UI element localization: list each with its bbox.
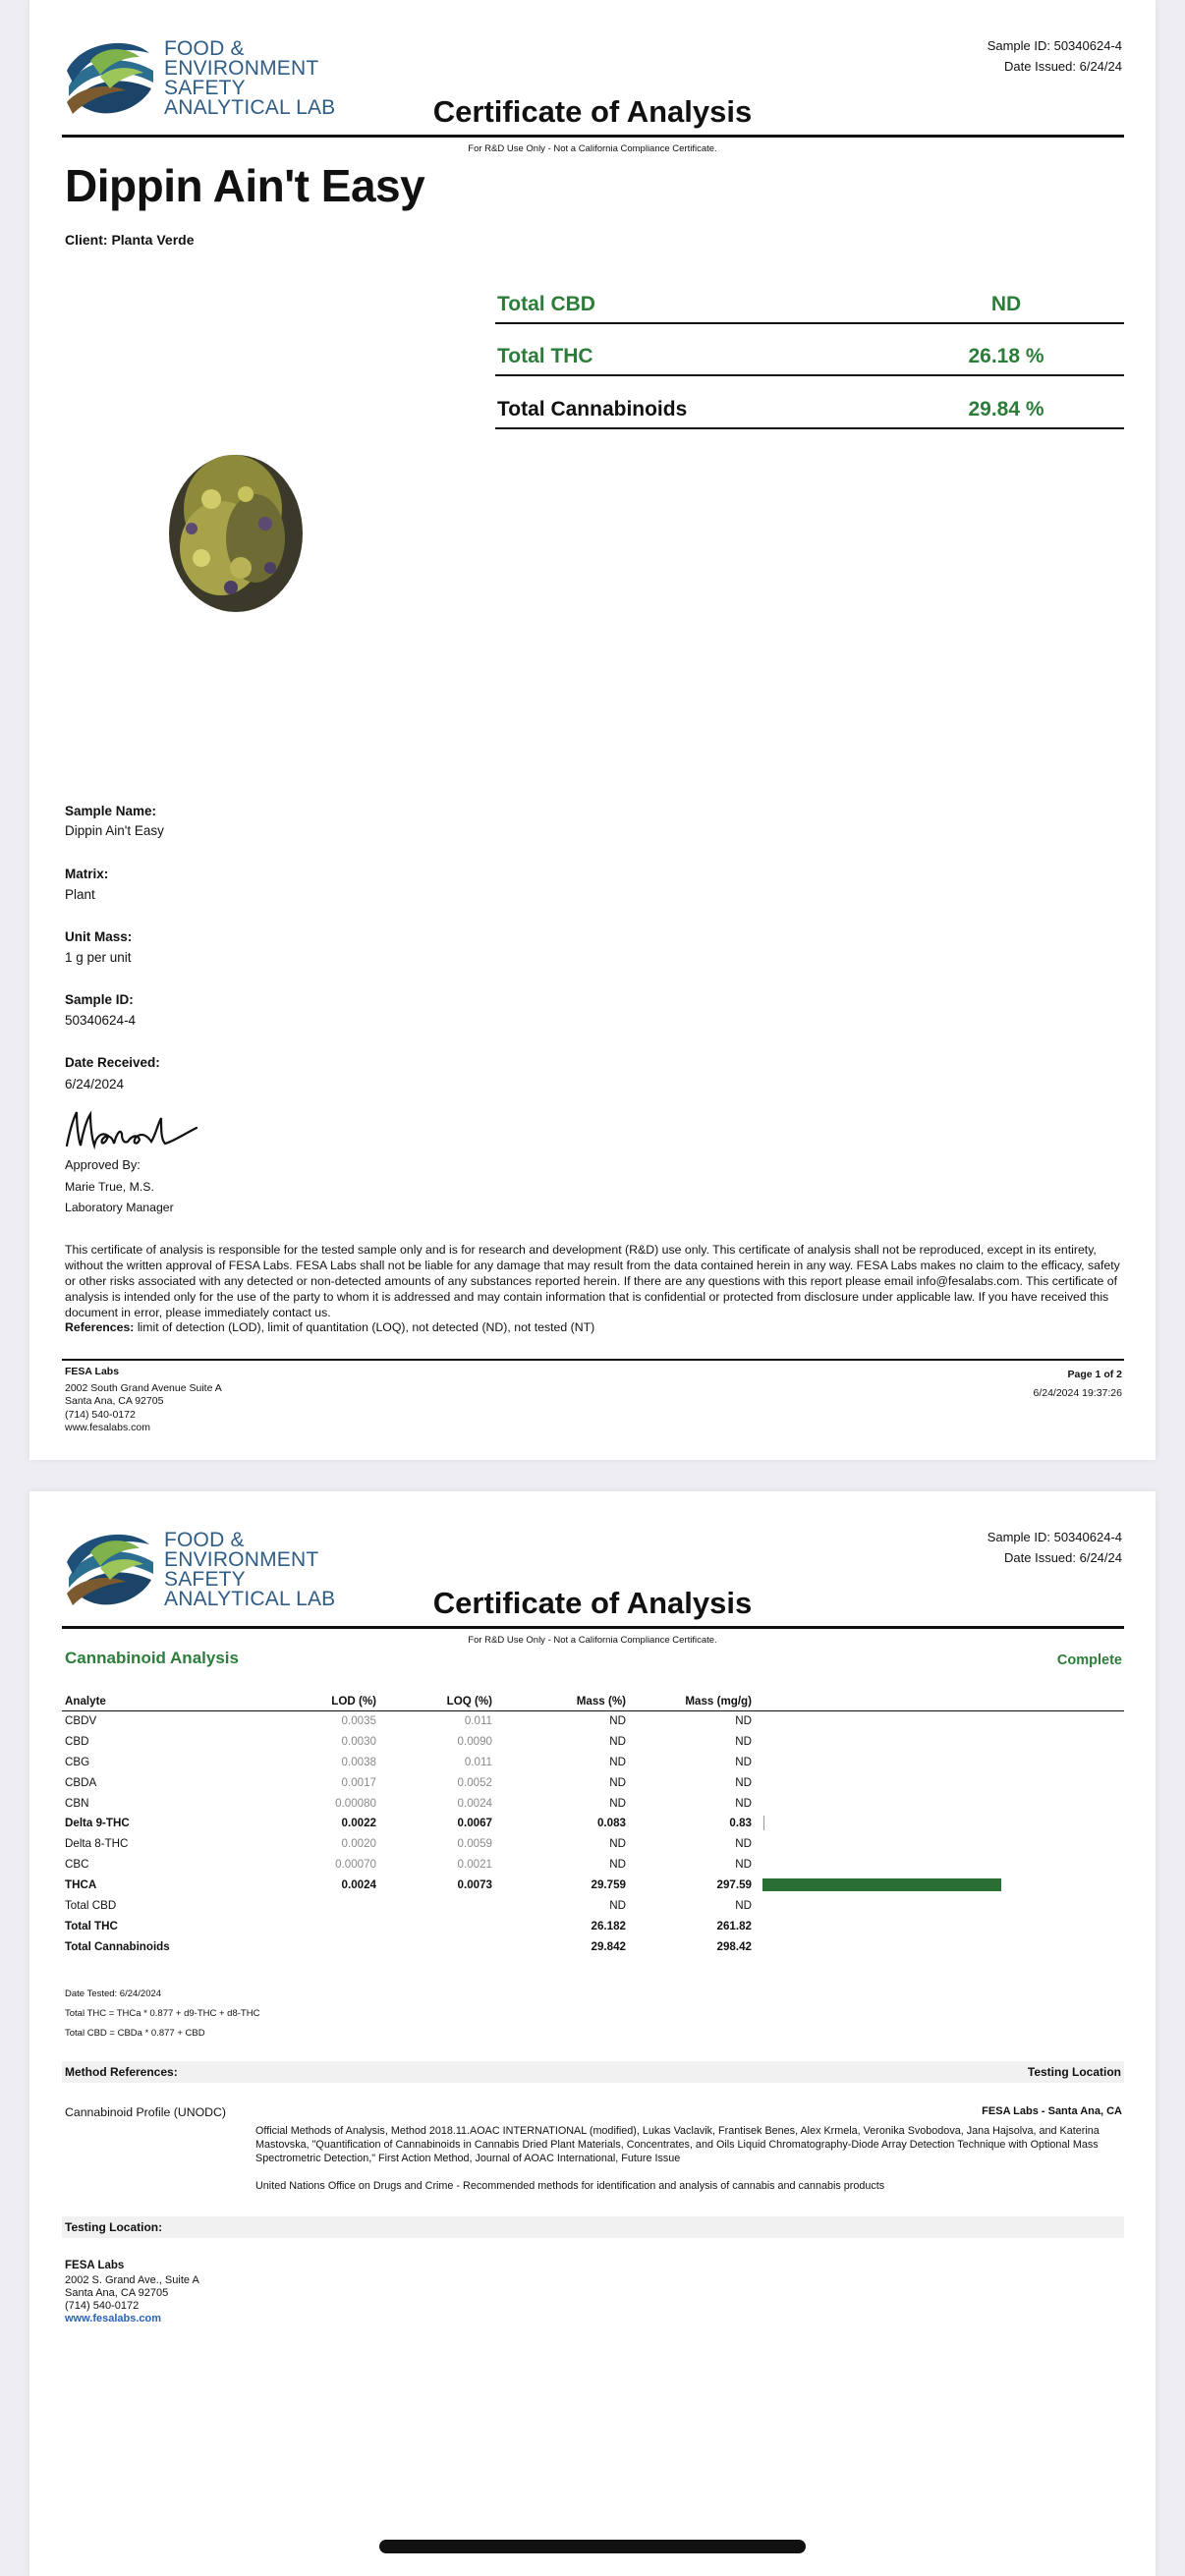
- approver-signature: [63, 1106, 200, 1155]
- table-total-row: [62, 1936, 1124, 1957]
- header-divider: [62, 1626, 1124, 1629]
- header-date-issued: Date Issued: 6/24/24: [1004, 1550, 1122, 1565]
- summary-label: Total THC: [497, 345, 593, 367]
- lab-address-2: Santa Ana, CA 92705: [65, 2287, 169, 2299]
- cell-analyte: Total THC: [65, 1919, 118, 1932]
- approved-by-label: Approved By:: [65, 1157, 141, 1172]
- client-name: Client: Planta Verde: [65, 232, 195, 248]
- table-row: [62, 1772, 1124, 1793]
- col-header-bar: [760, 1694, 1124, 1710]
- cell-mass-bar: [760, 1916, 1124, 1936]
- formula-total-thc: Total THC = THCa * 0.877 + d9-THC + d8-THC: [65, 2008, 260, 2019]
- cell-analyte: CBG: [65, 1755, 90, 1768]
- cell-mass-mg: 297.59: [716, 1878, 752, 1892]
- info-label-sample-id: Sample ID:: [65, 992, 134, 1007]
- summary-label: Total CBD: [497, 293, 595, 315]
- cell-mass-mg: ND: [735, 1796, 752, 1810]
- lab-website-link[interactable]: www.fesalabs.com: [65, 2313, 162, 2324]
- formula-total-cbd: Total CBD = CBDa * 0.877 + CBD: [65, 2028, 205, 2039]
- footer-divider: [62, 1359, 1124, 1361]
- calculation-notes: [65, 1985, 259, 2044]
- cell-loq: 0.0090: [457, 1734, 492, 1748]
- method-references-band: [62, 2061, 1124, 2083]
- cell-loq: 0.0073: [457, 1878, 492, 1892]
- table-row: [62, 1710, 1124, 1731]
- cell-lod: 0.0022: [341, 1817, 376, 1830]
- header-divider: [62, 135, 1124, 138]
- table-total-row: [62, 1895, 1124, 1916]
- table-row: [62, 1752, 1124, 1772]
- cell-loq: 0.011: [464, 1714, 492, 1728]
- cell-mass-mg: ND: [735, 1858, 752, 1872]
- lab-name: FESA Labs: [65, 2260, 125, 2271]
- cell-mass-bar: [760, 1752, 1124, 1772]
- info-label-date-received: Date Received:: [65, 1055, 160, 1070]
- footer-timestamp: 6/24/2024 19:37:26: [1033, 1387, 1122, 1399]
- summary-value: 29.84 %: [968, 398, 1044, 420]
- method-name: Cannabinoid Profile (UNODC): [65, 2105, 227, 2119]
- cell-mass-bar: [760, 1710, 1124, 1731]
- col-header-analyte: Analyte: [62, 1694, 298, 1710]
- cell-analyte: CBD: [65, 1734, 89, 1748]
- references-text: limit of detection (LOD), limit of quantitation (LOQ), not detected (ND), not tested (NT): [134, 1320, 595, 1334]
- cell-lod: 0.0020: [341, 1837, 376, 1851]
- home-indicator[interactable]: [379, 2540, 806, 2553]
- cell-mass-bar: [760, 1833, 1124, 1854]
- cell-loq: 0.0067: [457, 1817, 492, 1830]
- approver-name: Marie True, M.S.: [65, 1180, 154, 1194]
- rd-disclaimer: For R&D Use Only - Not a California Compliance Certificate.: [468, 1635, 717, 1646]
- table-row: [62, 1854, 1124, 1875]
- product-name: Dippin Ain't Easy: [65, 160, 425, 211]
- info-label-matrix: Matrix:: [65, 867, 109, 881]
- col-header-mass-mg: Mass (mg/g): [634, 1694, 760, 1710]
- cell-mass-pct: 29.759: [591, 1878, 626, 1892]
- cell-analyte: CBDA: [65, 1775, 97, 1789]
- cell-loq: 0.0024: [457, 1796, 492, 1810]
- cell-lod: [298, 1936, 384, 1957]
- cell-mass-bar: [760, 1813, 1124, 1833]
- lab-address-1: 2002 S. Grand Ave., Suite A: [65, 2274, 199, 2286]
- method-references-label: Method References:: [65, 2065, 178, 2079]
- testing-location-label: Testing Location: [1027, 2065, 1121, 2079]
- cell-analyte: Total CBD: [65, 1898, 117, 1912]
- testing-location-heading: Testing Location:: [65, 2220, 163, 2234]
- cell-mass-pct: 29.842: [591, 1939, 626, 1953]
- references-label: References:: [65, 1320, 135, 1334]
- coa-page-2: [29, 1491, 1156, 2576]
- cell-mass-pct: 26.182: [591, 1919, 626, 1932]
- table-row: [62, 1833, 1124, 1854]
- cell-loq: 0.0052: [457, 1775, 492, 1789]
- testing-location-band: [62, 2216, 1124, 2238]
- cell-lod: [298, 1895, 384, 1916]
- info-value-sample-name: Dippin Ain't Easy: [65, 823, 164, 838]
- logo-wordmark: FOOD & ENVIRONMENT SAFETY ANALYTICAL LAB: [164, 1529, 336, 1610]
- cannabinoid-table-body: [62, 1710, 1124, 1957]
- cell-analyte: CBN: [65, 1796, 89, 1810]
- cell-analyte: THCA: [65, 1878, 97, 1892]
- header-meta: [988, 35, 1122, 77]
- cell-mass-bar: [760, 1793, 1124, 1814]
- info-label-unit-mass: Unit Mass:: [65, 929, 133, 944]
- footer-address-2: Santa Ana, CA 92705: [65, 1395, 164, 1407]
- method-reference-aoac: Official Methods of Analysis, Method 2018.11.AOAC INTERNATIONAL (modified), Lukas Vaclavik, Frantisek Benes, Alex Krmela, Veronika Svobodova, Jana Hajsolva, and Katerina Mastovska, "Quantification of Cannabinoids in Cannabis Dried Plant Materials, Concentrates, and Oils Liquid Chromatography-Diode Array Detection Technique with Optional Mass Spectrometric Detection," First Action Method, Journal of AOAC International, Future Issue: [255, 2125, 1100, 2164]
- cell-mass-mg: 298.42: [716, 1939, 752, 1953]
- cell-mass-mg: ND: [735, 1775, 752, 1789]
- footer-lab-name: FESA Labs: [65, 1366, 120, 1377]
- footer-lab-info: [65, 1366, 222, 1435]
- cell-loq: 0.0021: [457, 1858, 492, 1872]
- cell-mass-mg: ND: [735, 1734, 752, 1748]
- status-badge: Complete: [1056, 1652, 1122, 1668]
- header-sample-id: Sample ID: 50340624-4: [987, 38, 1122, 53]
- lab-phone: (714) 540-0172: [65, 2300, 140, 2312]
- cell-mass-bar: [760, 1731, 1124, 1752]
- header-date-issued: Date Issued: 6/24/24: [1004, 59, 1122, 74]
- col-header-mass-pct: Mass (%): [500, 1694, 634, 1710]
- footer-website[interactable]: www.fesalabs.com: [65, 1422, 150, 1433]
- references-note: [65, 1320, 594, 1334]
- cell-analyte: Delta 8-THC: [65, 1837, 129, 1851]
- method-location: FESA Labs - Santa Ana, CA: [982, 2105, 1122, 2117]
- cell-mass-pct: ND: [609, 1898, 626, 1912]
- cell-mass-pct: 0.083: [596, 1817, 626, 1830]
- footer-page-number: Page 1 of 2: [1067, 1369, 1122, 1380]
- info-value-unit-mass: 1 g per unit: [65, 950, 132, 965]
- cell-mass-pct: ND: [609, 1858, 626, 1872]
- col-header-lod: LOD (%): [298, 1694, 384, 1710]
- rd-disclaimer: For R&D Use Only - Not a California Compliance Certificate.: [468, 143, 717, 154]
- header-sample-id: Sample ID: 50340624-4: [987, 1530, 1122, 1544]
- cell-mass-mg: 261.82: [716, 1919, 752, 1932]
- cell-mass-pct: ND: [609, 1734, 626, 1748]
- method-reference-unodc: United Nations Office on Drugs and Crime - Recommended methods for identification and analysis of cannabis and cannabis products: [255, 2180, 885, 2192]
- cell-mass-bar: [760, 1936, 1124, 1957]
- footer-phone: (714) 540-0172: [65, 1408, 136, 1421]
- summary-value: ND: [990, 293, 1022, 315]
- cell-lod: 0.0035: [341, 1714, 376, 1728]
- footer-address-1: 2002 South Grand Avenue Suite A: [65, 1381, 222, 1394]
- cell-lod: 0.0017: [341, 1775, 376, 1789]
- cell-loq: [384, 1895, 500, 1916]
- cell-loq: [384, 1936, 500, 1957]
- cell-mass-pct: ND: [609, 1775, 626, 1789]
- table-total-row: [62, 1916, 1124, 1936]
- cell-analyte: CBDV: [65, 1714, 97, 1728]
- table-header-row: [62, 1694, 1124, 1710]
- summary-value: 26.18 %: [968, 345, 1044, 367]
- legal-notice: This certificate of analysis is responsible for the tested sample only and is for research and development (R&D) use only. This certificate of analysis shall not be reproduced, except in its entirety, without the written approval of FESA Labs. FESA Labs shall not be liable for any damage that may result from the data contained herein in any way. FESA Labs makes no claim to the efficacy, safety or other risks associated with any detected or non-detected amounts of any substances reported herein. If there are any questions with this report please email info@fesalabs.com. This certificate of analysis is intended only for the use of the party to whom it is addressed and may contain information that is confidential or protected from disclosure under applicable law. If you have received this document in error, please immediately contact us.: [65, 1243, 1120, 1319]
- cell-lod: [298, 1916, 384, 1936]
- cell-loq: 0.011: [464, 1755, 492, 1768]
- sample-photo: [162, 440, 310, 622]
- info-value-sample-id: 50340624-4: [65, 1013, 137, 1028]
- cell-mass-mg: ND: [735, 1898, 752, 1912]
- info-value-matrix: Plant: [65, 887, 95, 902]
- page-title: Certificate of Analysis: [432, 94, 753, 129]
- cell-mass-mg: ND: [735, 1714, 752, 1728]
- summary-row-total-cbd: [495, 272, 1124, 324]
- cannabinoid-table: [62, 1694, 1124, 1957]
- cell-lod: 0.0038: [341, 1755, 376, 1768]
- section-title: Cannabinoid Analysis: [65, 1649, 239, 1667]
- approver-title: Laboratory Manager: [65, 1201, 174, 1214]
- cell-mass-pct: ND: [609, 1755, 626, 1768]
- cell-mass-mg: ND: [735, 1755, 752, 1768]
- cell-analyte: Delta 9-THC: [65, 1817, 130, 1830]
- cell-mass-bar: [760, 1772, 1124, 1793]
- cell-lod: 0.00080: [335, 1796, 376, 1810]
- cell-mass-pct: ND: [609, 1837, 626, 1851]
- cell-mass-mg: 0.83: [729, 1817, 752, 1830]
- cell-loq: 0.0059: [457, 1837, 492, 1851]
- cell-mass-bar: [760, 1895, 1124, 1916]
- table-row: [62, 1813, 1124, 1833]
- info-value-date-received: 6/24/2024: [65, 1077, 125, 1092]
- header-meta: [988, 1527, 1122, 1568]
- summary-label: Total Cannabinoids: [497, 398, 688, 420]
- cell-mass-pct: ND: [609, 1796, 626, 1810]
- mass-bar: [762, 1878, 1001, 1891]
- cell-loq: [384, 1916, 500, 1936]
- cell-mass-mg: ND: [735, 1837, 752, 1851]
- cell-lod: 0.00070: [335, 1858, 376, 1872]
- cell-analyte: CBC: [65, 1858, 89, 1872]
- cell-mass-pct: ND: [609, 1714, 626, 1728]
- footer-page-info: [1033, 1366, 1122, 1403]
- table-row: [62, 1731, 1124, 1752]
- mass-bar: [763, 1816, 764, 1830]
- table-row: [62, 1875, 1124, 1895]
- lab-address: [65, 2274, 199, 2300]
- cell-mass-bar: [760, 1854, 1124, 1875]
- table-row: [62, 1793, 1124, 1814]
- summary-row-total-thc: [495, 324, 1124, 376]
- cell-mass-bar: [760, 1875, 1124, 1895]
- cell-lod: 0.0030: [341, 1734, 376, 1748]
- coa-page-1: [29, 0, 1156, 1460]
- summary-row-total-cannabinoids: [495, 377, 1124, 429]
- date-tested: Date Tested: 6/24/2024: [65, 1988, 162, 1999]
- cell-analyte: Total Cannabinoids: [65, 1939, 170, 1953]
- cell-lod: 0.0024: [341, 1878, 376, 1892]
- info-label-sample-name: Sample Name:: [65, 804, 157, 818]
- col-header-loq: LOQ (%): [384, 1694, 500, 1710]
- page-title: Certificate of Analysis: [432, 1586, 753, 1620]
- logo-wordmark: FOOD & ENVIRONMENT SAFETY ANALYTICAL LAB: [164, 37, 336, 119]
